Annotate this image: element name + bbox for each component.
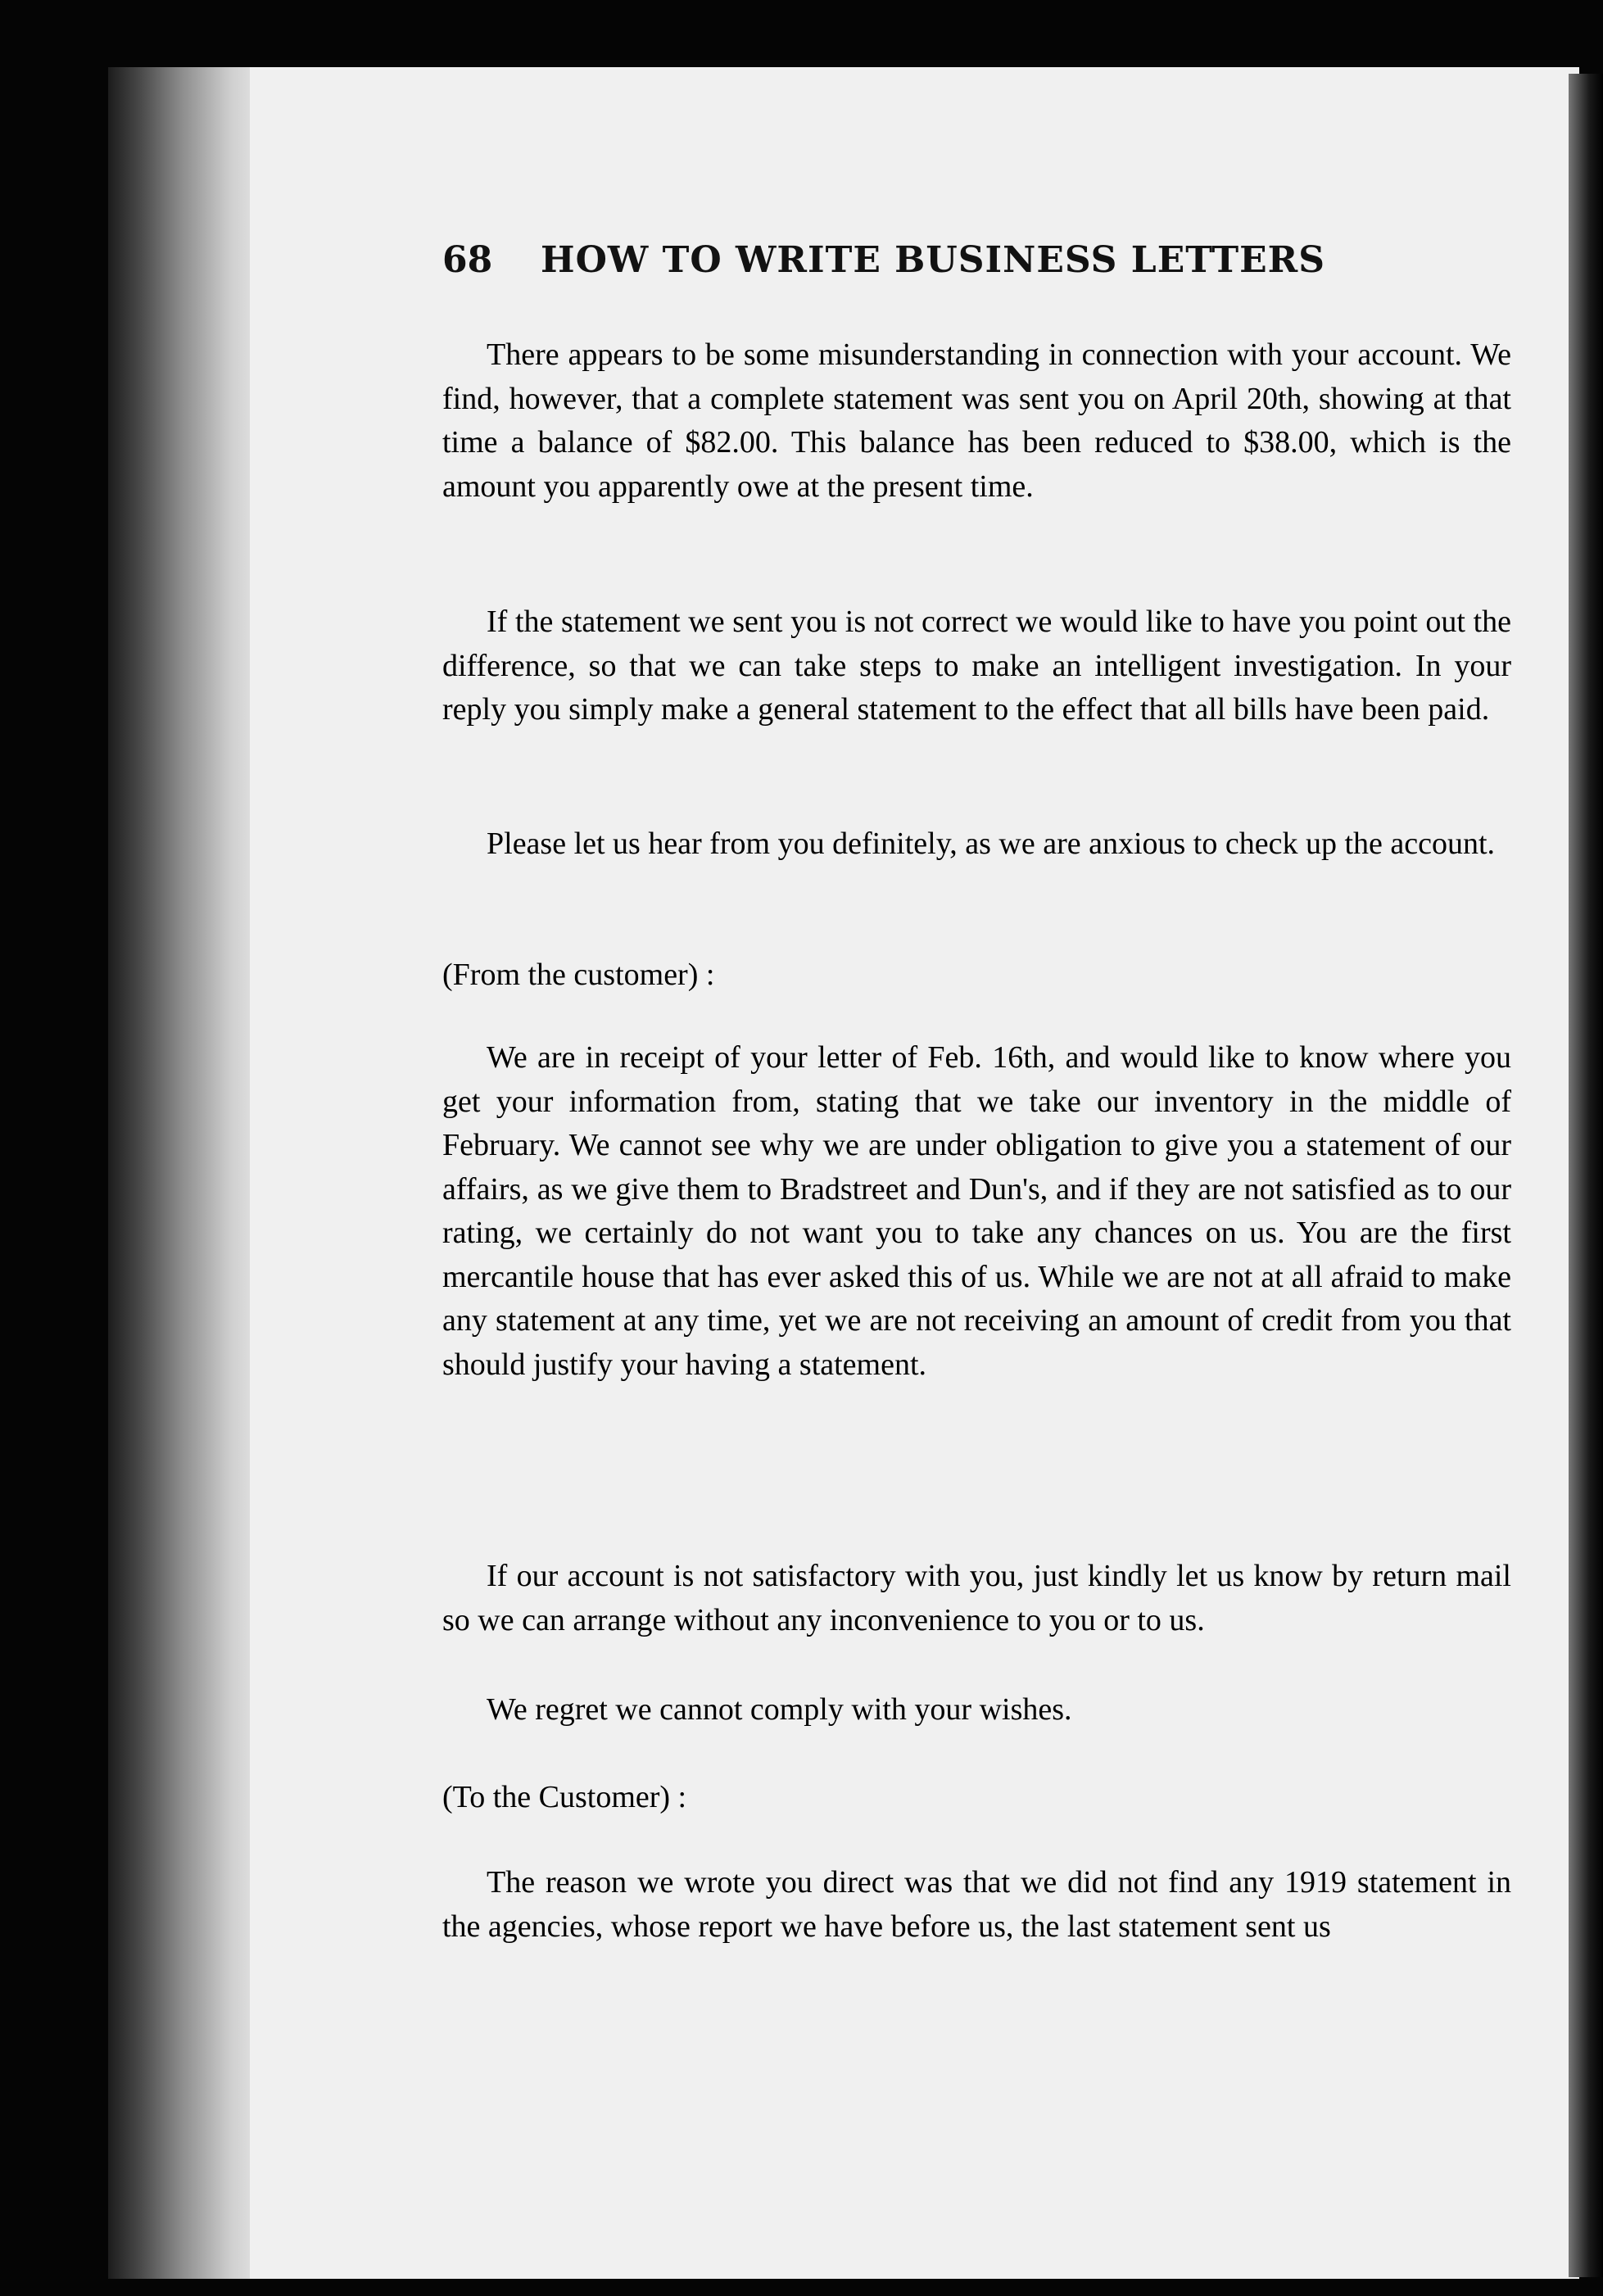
section-label-to-customer: (To the Customer) : — [442, 1780, 687, 1814]
customer-paragraph-3: We regret we cannot comply with your wishes. — [487, 1692, 1072, 1727]
customer-paragraph-2: If our account is not satisfactory with you, just kindly let us know by return mail so we can arrange without any inconvenience to you or to us. — [442, 1559, 1511, 1637]
letter1-paragraph-1: There appears to be some misunderstanding in connection with your account. We find, however, that a complete statement was sent you on April 20th, showing at that time a balance of $82.00. This balance has been reduced to $38.00, which is the amount you apparently owe at the present time. — [442, 337, 1511, 504]
section-label-from-customer: (From the customer) : — [442, 958, 715, 992]
page-edge — [108, 67, 272, 2279]
page-number: 68 — [442, 239, 493, 281]
customer-paragraph-1: We are in receipt of your letter of Feb. 16th, and would like to know where you get your information from, stating that we take our inventory in the middle of February. We cannot see why we are under obligation to give you a statement of our affairs, as we give them to Bradstreet and Dun's, and if they are not satisfied as to our rating, we certainly do not want you to take any chances on us. You are the first mercantile house that has ever asked this of us. While we are not at all afraid to make any statement at any time, yet we are not receiving an amount of credit from you that should justify your having a statement. — [442, 1040, 1511, 1382]
binding-shadow — [1569, 74, 1603, 2277]
reply-paragraph-1: The reason we wrote you direct was that we did not find any 1919 statement in the agencies, whose report we have before us, the last statement sent us — [442, 1865, 1511, 1944]
letter1-paragraph-3: Please let us hear from you definitely, as we are anxious to check up the account. — [487, 826, 1496, 861]
running-title: HOW TO WRITE BUSINESS LETTERS — [541, 239, 1326, 281]
letter1-paragraph-2: If the statement we sent you is not correct we would like to have you point out the difference, so that we can take steps to make an intelligent investigation. In your reply you simply make a general statement to the effect that all bills have been paid. — [442, 605, 1511, 727]
